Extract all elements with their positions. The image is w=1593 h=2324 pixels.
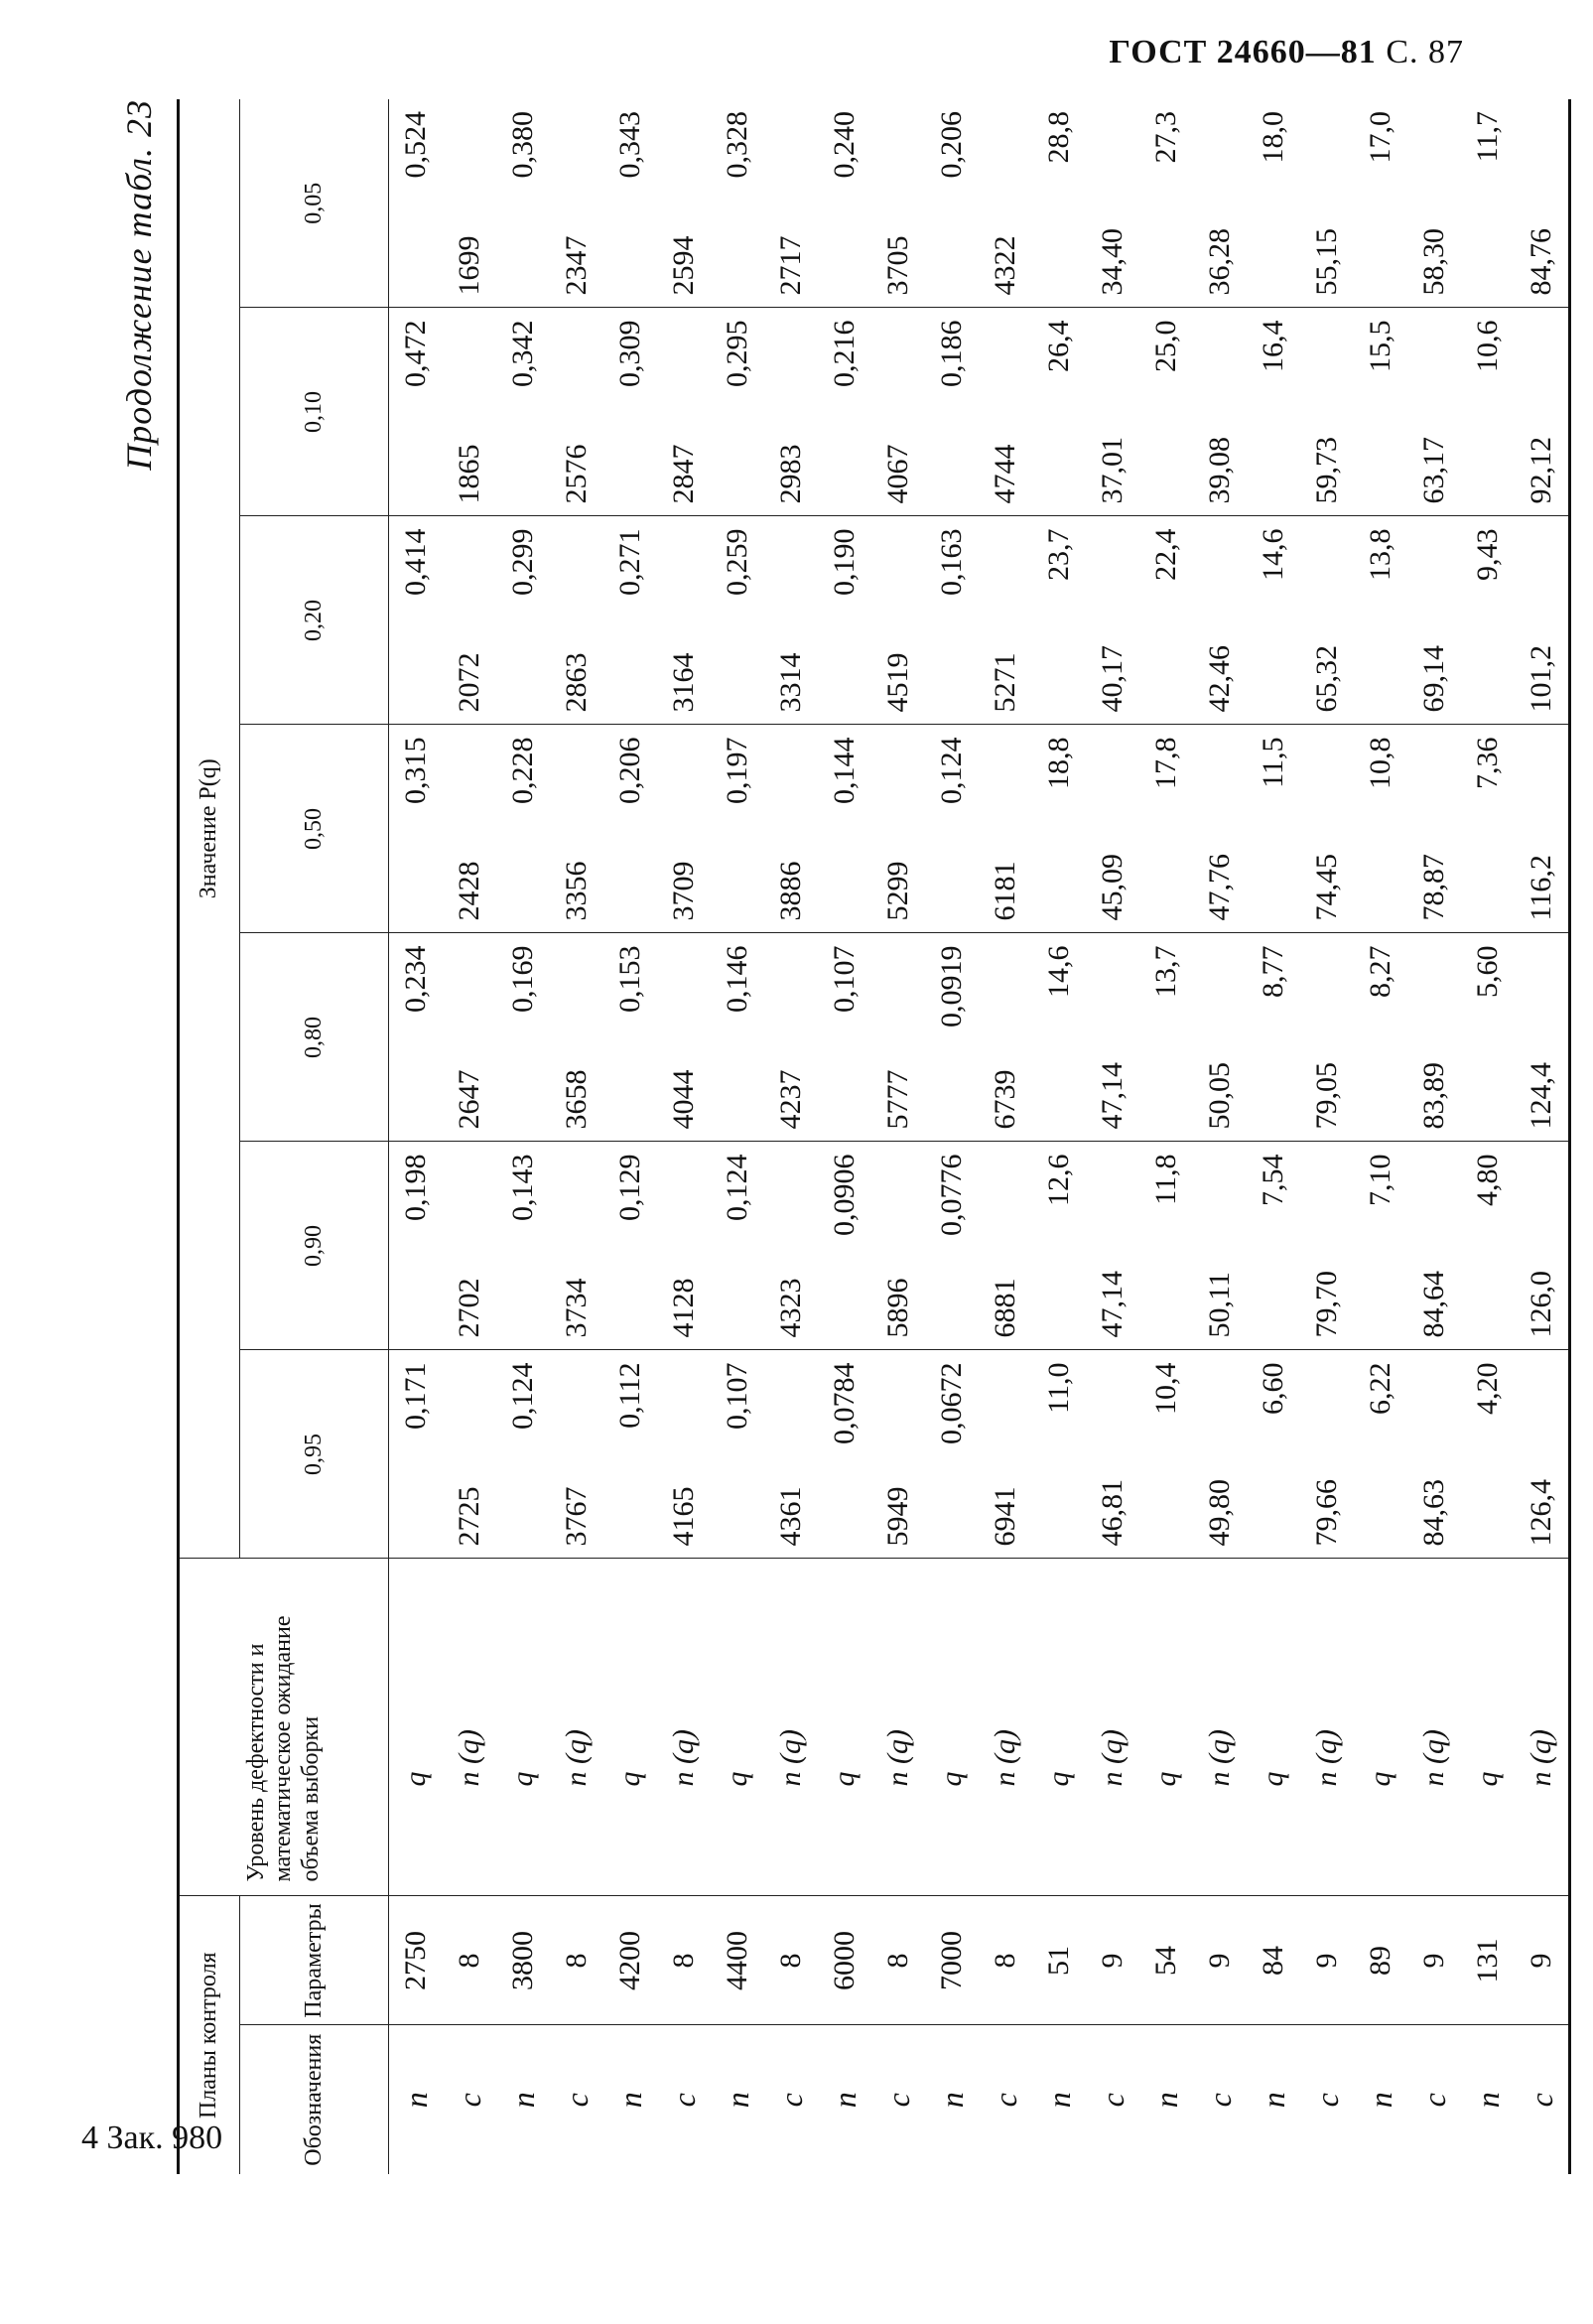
value-cell: 0,342 [496,308,550,516]
value-cell: 84,63 [1407,1350,1461,1559]
value-cell: 0,124 [711,1142,764,1350]
value-cell: 37,01 [1086,308,1139,516]
value-cell: 0,0672 [925,1350,979,1559]
value-cell: 13,7 [1139,933,1193,1142]
page-number: С. 87 [1386,34,1464,70]
value-cell: 47,14 [1086,1142,1139,1350]
value-cell: 3658 [550,933,603,1142]
value-cell: 0,234 [389,933,444,1142]
level-cell: q [711,1559,764,1896]
value-cell: 0,0776 [925,1142,979,1350]
value-cell: 14,6 [1032,933,1086,1142]
value-cell: 28,8 [1032,99,1086,308]
parameter-cell: 54 [1139,1896,1193,2025]
level-cell: q [1247,1559,1300,1896]
level-cell: q [1139,1559,1193,1896]
designation-cell: c [879,2093,916,2108]
level-cell: q [925,1559,979,1896]
value-cell: 8,77 [1247,933,1300,1142]
value-cell: 11,8 [1139,1142,1193,1350]
level-cell: n (q) [979,1559,1032,1896]
value-cell: 39,08 [1193,308,1247,516]
level-cell: n (q) [1086,1559,1139,1896]
value-cell: 0,206 [925,99,979,308]
parameter-cell: 51 [1032,1896,1086,2025]
table-row [1247,99,1300,2174]
designation-cell: n [397,2092,434,2109]
value-cell: 0,107 [818,933,871,1142]
table-body [389,99,1570,2174]
level-cell: q [389,1559,444,1896]
value-cell: 2347 [550,99,603,308]
value-cell: 15,5 [1354,308,1407,516]
value-cell: 55,15 [1300,99,1354,308]
level-cell: q [1461,1559,1515,1896]
parameter-cell: 9 [1086,1896,1139,2025]
level-cell: n (q) [871,1559,925,1896]
table-row [1407,99,1461,2174]
value-cell: 5271 [979,516,1032,725]
value-cell: 2717 [764,99,818,308]
value-cell: 0,190 [818,516,871,725]
level-cell: n (q) [764,1559,818,1896]
value-cell: 0,0784 [818,1350,871,1559]
value-cell: 69,14 [1407,516,1461,725]
value-cell: 65,32 [1300,516,1354,725]
value-cell: 1699 [443,99,496,308]
value-cell: 0,524 [389,99,444,308]
value-cell: 3734 [550,1142,603,1350]
header-p-level: 0,95 [240,1350,389,1559]
designation-cell: c [1094,2093,1130,2108]
value-cell: 0,240 [818,99,871,308]
value-cell: 124,4 [1515,933,1570,1142]
value-cell: 0,295 [711,308,764,516]
value-cell: 46,81 [1086,1350,1139,1559]
value-cell: 10,8 [1354,725,1407,933]
value-cell: 0,171 [389,1350,444,1559]
value-cell: 50,05 [1193,933,1247,1142]
header-p-level: 0,20 [240,516,389,725]
parameter-cell: 8 [764,1896,818,2025]
designation-cell: n [611,2092,648,2109]
value-cell: 0,414 [389,516,444,725]
header-plans: Планы контроля [179,1896,240,2174]
table-row [1139,99,1193,2174]
level-cell: q [818,1559,871,1896]
header-parameters: Параметры [240,1896,389,2025]
parameter-cell: 4400 [711,1896,764,2025]
value-cell: 49,80 [1193,1350,1247,1559]
level-cell: q [496,1559,550,1896]
page-header [1109,34,1464,71]
value-cell: 3705 [871,99,925,308]
designation-cell: c [558,2093,595,2108]
value-cell: 14,6 [1247,516,1300,725]
level-cell: q [603,1559,657,1896]
value-cell: 5949 [871,1350,925,1559]
parameter-cell: 89 [1354,1896,1407,2025]
table-row [925,99,979,2174]
value-cell: 2072 [443,516,496,725]
value-cell: 2428 [443,725,496,933]
value-cell: 101,2 [1515,516,1570,725]
header-level: Уровень дефектности и математическое ожидание объема выборки [179,1559,389,1896]
designation-cell: n [1040,2092,1077,2109]
parameter-cell: 3800 [496,1896,550,2025]
value-cell: 6881 [979,1142,1032,1350]
table-row [1086,99,1139,2174]
designation-cell: n [1255,2092,1291,2109]
parameter-cell: 9 [1407,1896,1461,2025]
level-cell: n (q) [1407,1559,1461,1896]
value-cell: 0,472 [389,308,444,516]
value-cell: 78,87 [1407,725,1461,933]
value-cell: 79,05 [1300,933,1354,1142]
level-cell: n (q) [443,1559,496,1896]
value-cell: 7,10 [1354,1142,1407,1350]
value-cell: 3356 [550,725,603,933]
parameter-cell: 7000 [925,1896,979,2025]
designation-cell: c [1515,2025,1570,2174]
value-cell: 2702 [443,1142,496,1350]
table-row [871,99,925,2174]
value-cell: 4744 [979,308,1032,516]
level-cell: n (q) [1193,1559,1247,1896]
value-cell: 4323 [764,1142,818,1350]
designation-cell: c [772,2093,809,2108]
value-cell: 2725 [443,1350,496,1559]
value-cell: 0,228 [496,725,550,933]
header-values: Значение P(q) [179,99,240,1559]
value-cell: 0,380 [496,99,550,308]
value-cell: 4,80 [1461,1142,1515,1350]
designation-cell: c [1415,2093,1452,2108]
designation-cell: n [719,2092,755,2109]
value-cell: 4,20 [1461,1350,1515,1559]
value-cell: 25,0 [1139,308,1193,516]
value-cell: 0,271 [603,516,657,725]
value-cell: 3709 [657,725,711,933]
value-cell: 0,107 [711,1350,764,1559]
level-cell: q [1354,1559,1407,1896]
value-cell: 0,328 [711,99,764,308]
value-cell: 47,14 [1086,933,1139,1142]
value-cell: 6181 [979,725,1032,933]
rotated-table-block [109,99,1559,2174]
value-cell: 0,146 [711,933,764,1142]
value-cell: 74,45 [1300,725,1354,933]
value-cell: 18,8 [1032,725,1086,933]
table-row [1193,99,1247,2174]
level-cell: n (q) [657,1559,711,1896]
value-cell: 0,259 [711,516,764,725]
value-cell: 12,6 [1032,1142,1086,1350]
parameter-cell: 4200 [603,1896,657,2025]
value-cell: 42,46 [1193,516,1247,725]
value-cell: 2647 [443,933,496,1142]
table-row [979,99,1032,2174]
table-row [603,99,657,2174]
table-row [1354,99,1407,2174]
parameter-cell: 8 [657,1896,711,2025]
table-row [1515,99,1570,2174]
value-cell: 2594 [657,99,711,308]
value-cell: 9,43 [1461,516,1515,725]
table-row [818,99,871,2174]
value-cell: 26,4 [1032,308,1086,516]
parameter-cell: 9 [1515,1896,1570,2025]
value-cell: 79,70 [1300,1142,1354,1350]
level-cell: n (q) [1300,1559,1354,1896]
table-row [1300,99,1354,2174]
designation-cell: n [504,2092,541,2109]
value-cell: 3767 [550,1350,603,1559]
value-cell: 5299 [871,725,925,933]
value-cell: 6739 [979,933,1032,1142]
footer-note: 4 Зак. 980 [81,2119,223,2156]
value-cell: 2983 [764,308,818,516]
value-cell: 6,60 [1247,1350,1300,1559]
value-cell: 0,206 [603,725,657,933]
parameter-cell: 84 [1247,1896,1300,2025]
designation-cell: n [1469,2092,1506,2109]
value-cell: 45,09 [1086,725,1139,933]
value-cell: 116,2 [1515,725,1570,933]
value-cell: 0,129 [603,1142,657,1350]
table-row [764,99,818,2174]
level-cell: n (q) [1515,1559,1570,1896]
value-cell: 126,4 [1515,1350,1570,1559]
value-cell: 0,197 [711,725,764,933]
value-cell: 84,64 [1407,1142,1461,1350]
value-cell: 11,7 [1461,99,1515,308]
value-cell: 0,186 [925,308,979,516]
table-row [389,99,444,2174]
value-cell: 27,3 [1139,99,1193,308]
value-cell: 6,22 [1354,1350,1407,1559]
value-cell: 22,4 [1139,516,1193,725]
table-caption: Продолжение табл. 23 [119,99,159,471]
standard-number: ГОСТ 24660—81 [1109,34,1377,70]
value-cell: 17,0 [1354,99,1407,308]
value-cell: 47,76 [1193,725,1247,933]
value-cell: 11,5 [1247,725,1300,933]
value-cell: 4165 [657,1350,711,1559]
value-cell: 4044 [657,933,711,1142]
value-cell: 8,27 [1354,933,1407,1142]
header-p-level: 0,05 [240,99,389,308]
table-row [1032,99,1086,2174]
value-cell: 0,0919 [925,933,979,1142]
value-cell: 126,0 [1515,1142,1570,1350]
designation-cell: n [1362,2092,1398,2109]
value-cell: 0,169 [496,933,550,1142]
value-cell: 5777 [871,933,925,1142]
value-cell: 3886 [764,725,818,933]
parameter-cell: 131 [1461,1896,1515,2025]
value-cell: 7,36 [1461,725,1515,933]
parameter-cell: 9 [1300,1896,1354,2025]
value-cell: 2863 [550,516,603,725]
value-cell: 0,124 [925,725,979,933]
value-cell: 3314 [764,516,818,725]
value-cell: 83,89 [1407,933,1461,1142]
value-cell: 0,343 [603,99,657,308]
header-p-level: 0,10 [240,308,389,516]
designation-cell: c [1201,2093,1238,2108]
table-row [443,99,496,2174]
table-row [496,99,550,2174]
value-cell: 0,143 [496,1142,550,1350]
designation-cell: c [451,2093,487,2108]
table-row [711,99,764,2174]
header-p-level: 0,80 [240,933,389,1142]
level-cell: q [1032,1559,1086,1896]
value-cell: 0,309 [603,308,657,516]
value-cell: 63,17 [1407,308,1461,516]
value-cell: 5,60 [1461,933,1515,1142]
value-cell: 11,0 [1032,1350,1086,1559]
value-cell: 0,112 [603,1350,657,1559]
level-cell: n (q) [550,1559,603,1896]
table-row [1461,99,1515,2174]
value-cell: 4067 [871,308,925,516]
value-cell: 3164 [657,516,711,725]
value-cell: 40,17 [1086,516,1139,725]
designation-cell: c [1308,2093,1345,2108]
parameter-cell: 8 [871,1896,925,2025]
value-cell: 0,124 [496,1350,550,1559]
designation-cell: n [1147,2092,1184,2109]
value-cell: 50,11 [1193,1142,1247,1350]
header-p-level: 0,50 [240,725,389,933]
value-cell: 36,28 [1193,99,1247,308]
parameter-cell: 6000 [818,1896,871,2025]
value-cell: 0,216 [818,308,871,516]
value-cell: 0,153 [603,933,657,1142]
value-cell: 7,54 [1247,1142,1300,1350]
value-cell: 23,7 [1032,516,1086,725]
designation-cell: n [826,2092,863,2109]
value-cell: 1865 [443,308,496,516]
value-cell: 10,4 [1139,1350,1193,1559]
value-cell: 0,315 [389,725,444,933]
value-cell: 6941 [979,1350,1032,1559]
value-cell: 13,8 [1354,516,1407,725]
value-cell: 10,6 [1461,308,1515,516]
designation-cell: n [933,2092,970,2109]
data-table [177,99,1571,2174]
value-cell: 17,8 [1139,725,1193,933]
parameter-cell: 8 [443,1896,496,2025]
value-cell: 2847 [657,308,711,516]
parameter-cell: 8 [979,1896,1032,2025]
parameter-cell: 8 [550,1896,603,2025]
value-cell: 59,73 [1300,308,1354,516]
parameter-cell: 2750 [389,1896,444,2025]
value-cell: 5896 [871,1142,925,1350]
value-cell: 4237 [764,933,818,1142]
parameter-cell: 9 [1193,1896,1247,2025]
value-cell: 4361 [764,1350,818,1559]
designation-cell: c [665,2093,702,2108]
value-cell: 0,144 [818,725,871,933]
value-cell: 0,163 [925,516,979,725]
value-cell: 79,66 [1300,1350,1354,1559]
designation-cell: c [987,2093,1023,2108]
table-row [657,99,711,2174]
value-cell: 0,299 [496,516,550,725]
value-cell: 84,76 [1515,99,1570,308]
value-cell: 18,0 [1247,99,1300,308]
value-cell: 4519 [871,516,925,725]
value-cell: 0,0906 [818,1142,871,1350]
value-cell: 16,4 [1247,308,1300,516]
header-p-level: 0,90 [240,1142,389,1350]
value-cell: 4128 [657,1142,711,1350]
value-cell: 0,198 [389,1142,444,1350]
value-cell: 4322 [979,99,1032,308]
table-row [550,99,603,2174]
value-cell: 58,30 [1407,99,1461,308]
value-cell: 2576 [550,308,603,516]
value-cell: 92,12 [1515,308,1570,516]
value-cell: 34,40 [1086,99,1139,308]
header-designation: Обозначения [240,2025,389,2174]
